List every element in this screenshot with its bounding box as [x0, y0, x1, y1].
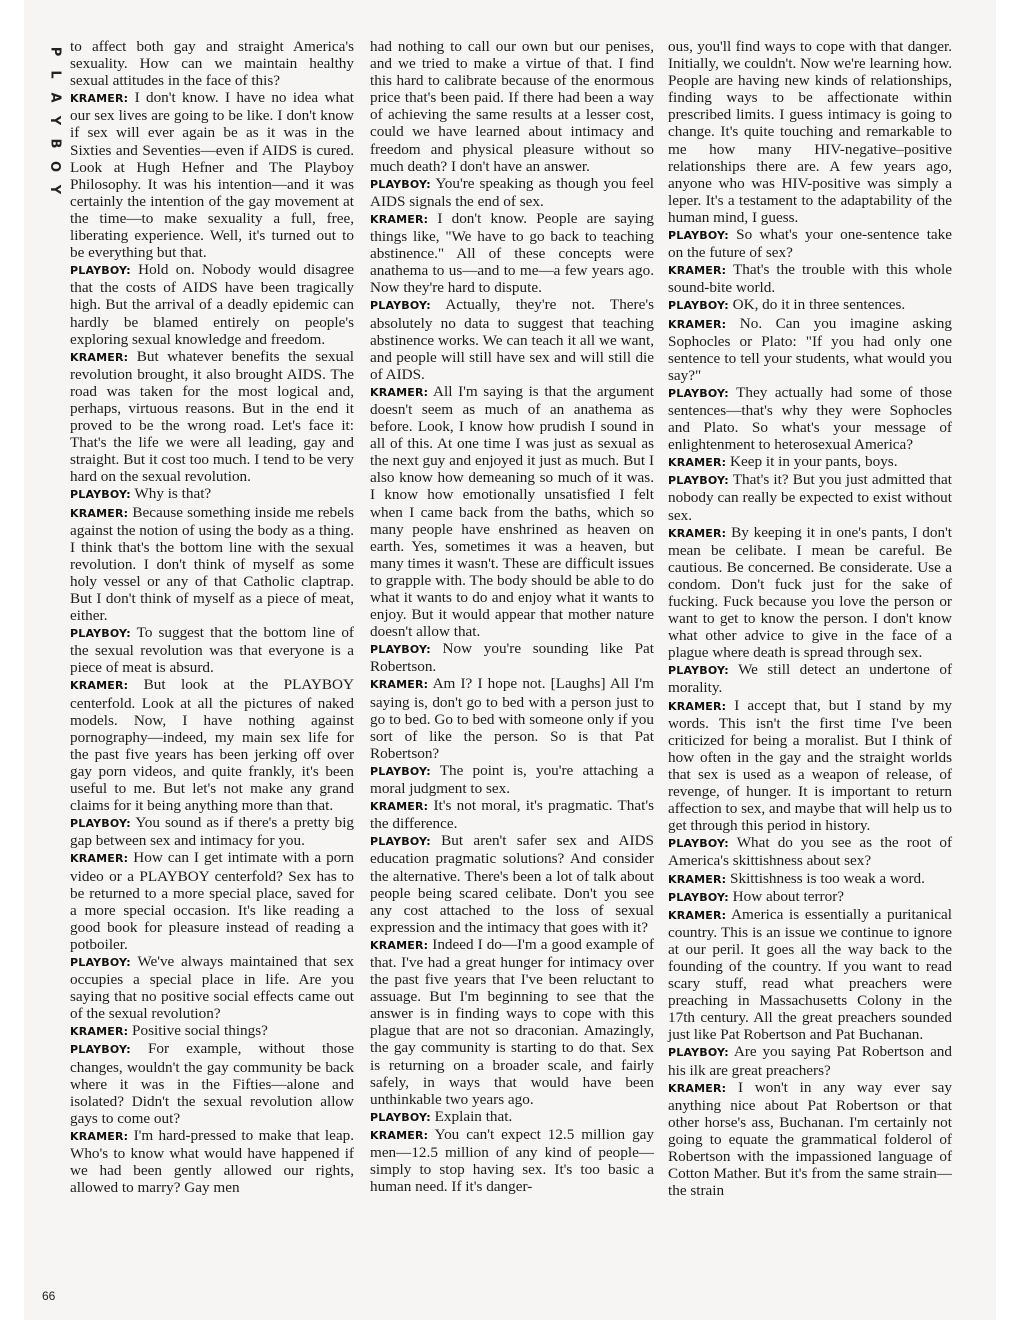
running-head-letter: Y [47, 115, 63, 126]
text-column-1 [70, 38, 354, 1196]
interview-paragraph [668, 661, 952, 696]
interview-paragraph [70, 849, 354, 953]
paragraph-text: Keep it in your pants, boys. [730, 453, 898, 471]
paragraph-text: But look at the PLAYBOY centerfold. Look at all the pictures of naked models. Now, I have nothing against pornography—indeed, my main sex life for the past five years has been jerking off over gay porn videos, and quite frankly, it's been useful to me. But let's not make any grand claims for it being anything more than that. [70, 676, 354, 815]
speaker-label: PLAYBOY: [70, 817, 131, 831]
speaker-label: KRAMER: [70, 852, 129, 866]
interview-paragraph [370, 797, 654, 832]
paragraph-text: They actually had some of those sentences—that's why they were Sophocles and Plato. So what's your message of enlightenment to heterosexual America? [668, 383, 952, 454]
speaker-label: KRAMER: [668, 872, 727, 886]
interview-paragraph [370, 175, 654, 210]
speaker-label: PLAYBOY: [668, 890, 729, 904]
speaker-label: PLAYBOY: [668, 837, 729, 851]
paragraph-text: To suggest that the bottom line of the sexual revolution was that everyone is a piece of meat is absurd. [70, 624, 354, 677]
paragraph-text: Why is that? [134, 485, 212, 503]
speaker-label: KRAMER: [70, 92, 129, 106]
speaker-label: KRAMER: [70, 1129, 129, 1143]
speaker-label: PLAYBOY: [70, 627, 131, 641]
speaker-label: KRAMER: [668, 264, 727, 278]
paragraph-text: But whatever benefits the sexual revolution brought, it also brought AIDS. The road was taken for the most logical and, perhaps, virtuous reasons. But in the end it proved to be the wrong road. Let's face it: That's the life we were all leading, gay and straight. But it cost too much. I tend to be very hard on the sexual revolution. [70, 347, 355, 486]
interview-paragraph [370, 675, 654, 761]
interview-paragraph [370, 210, 654, 296]
text-column-2 [370, 38, 654, 1195]
text-column-3 [668, 38, 952, 1199]
paragraph-text: I'm hard-pressed to make that leap. Who's to know what would have happened if we had been gently allowed our rights, allowed to marry? Gay men [70, 1126, 354, 1197]
speaker-label: KRAMER: [668, 1081, 727, 1095]
interview-paragraph [370, 640, 654, 675]
paragraph-text: Are you saying Pat Robertson and his ilk are great preachers? [668, 1043, 952, 1079]
paragraph-text: I don't know. People are saying things like, "We have to go back to teaching abstinence." All of these concepts were anathema to us—and to me—a few years ago. Now they're hard to dispute. [370, 209, 655, 297]
paragraph-text: For example, without those changes, wouldn't the gay community be back where it was in the Fifties—alone and isolated? Didn't the sexual revolution allow gays to come out? [70, 1040, 355, 1127]
speaker-label: KRAMER: [70, 506, 129, 520]
paragraph-text: All I'm saying is that the argument doesn't seem as much of an anathema as before. Look, I know how prudish I sound in all of this. At one time I was just as sexual as the next guy and enjoyed it just as much. But I also know how demeaning so much of it was. I know how emotionally unsatisfied I felt when I came back from the baths, which so many people have enshrined as heaven on earth. Yes, sometimes it was a heaven, but many times it wasn't. These are difficult issues to grapple with. The body should be able to do what it wants to do and enjoy what it wants to enjoy. But it would appear that mother nature doesn't allow that. [370, 382, 654, 641]
interview-paragraph [370, 383, 654, 640]
paragraph-text: So what's your one-sentence take on the future of sex? [668, 226, 952, 262]
paragraph-text: OK, do it in three sentences. [732, 296, 906, 314]
paragraph-text: What do you see as the root of America's skittishness about sex? [668, 834, 952, 870]
speaker-label: PLAYBOY: [668, 474, 729, 488]
speaker-label: KRAMER: [370, 938, 429, 952]
speaker-label: KRAMER: [70, 350, 129, 364]
interview-paragraph [370, 936, 654, 1108]
running-head-letter: A [47, 92, 63, 103]
speaker-label: KRAMER: [370, 800, 429, 814]
speaker-label: PLAYBOY: [370, 299, 431, 313]
paragraph-text: How can I get intimate with a porn video or a PLAYBOY centerfold? Sex has to be returned to a more special place, saved for a more special occasion. It's like reading a good book for pleasure instead of reading a potboiler. [70, 849, 354, 953]
paragraph-text: Explain that. [434, 1107, 513, 1125]
running-head-letter: Y [47, 184, 63, 195]
paragraph-text: That's it? But you just admitted that nobody can really be expected to exist without sex. [668, 471, 952, 524]
paragraph-text: No. Can you imagine asking Sophocles or Plato: "If you had only one sentence to tell your students, what would you say?" [668, 314, 952, 384]
speaker-label: KRAMER: [370, 678, 429, 692]
paragraph-text: Indeed I do—I'm a good example of that. I've had a great hunger for intimacy over the past five years that I've been reluctant to assuage. But I'm beginning to see that the answer is in finding ways to cope with this plague that are not so draconian. Amazingly, the gay community is starting to do that. Sex is returning on a broader scale, and fairly safely, in ways that would have been unthinkable two years ago. [370, 935, 654, 1108]
interview-paragraph [668, 296, 952, 314]
paragraph-text: I accept that, but I stand by my words. This isn't the first time I've been criticized for being a moralist. But I think of how often in the gay and the straight worlds that sex is used as a weapon of release, of revenge, of hunger. It is important to return affection to sex, and maybe that will help us to get through this period in history. [668, 696, 952, 835]
speaker-label: PLAYBOY: [70, 955, 131, 969]
interview-paragraph [70, 1022, 354, 1040]
paragraph-text: Now you're sounding like Pat Robertson. [370, 640, 654, 676]
paragraph-text: had nothing to call our own but our penises, and we tried to make a virtue of that. I find this hard to calibrate because of the enormous price that's been paid. If there had been a way of achieving the same results at a lesser cost, could we have learned about intimacy and freedom and physical pleasure without so much death? I don't have an answer. [370, 38, 654, 175]
interview-paragraph [668, 226, 952, 261]
interview-paragraph [370, 762, 654, 797]
interview-paragraph [70, 348, 354, 486]
speaker-label: PLAYBOY: [370, 1110, 431, 1124]
paragraph-text: By keeping it in one's pants, I don't mean be celibate. I mean be careful. Be cautious. Be concerned. Be considerate. Use a condom. Don't fuck just for the sake of fucking. Fuck because you love the person or want to get to know the person. I don't know what other advice to give in the face of a plague where death is spread through sex. [668, 523, 953, 662]
interview-paragraph [70, 676, 354, 814]
interview-paragraph [668, 870, 952, 888]
speaker-label: PLAYBOY: [668, 664, 729, 678]
speaker-label: KRAMER: [668, 526, 727, 540]
interview-paragraph [70, 485, 354, 503]
interview-paragraph [70, 1040, 354, 1126]
running-head-letter: P [47, 46, 63, 57]
speaker-label: PLAYBOY: [70, 1043, 131, 1057]
speaker-label: PLAYBOY: [370, 643, 431, 657]
speaker-label: PLAYBOY: [370, 764, 431, 778]
speaker-label: KRAMER: [370, 385, 429, 399]
interview-paragraph [668, 524, 952, 662]
paragraph-text: How about terror? [732, 887, 844, 905]
paragraph-text: America is essentially a puritanical country. This is an issue we continue to ignore at our peril. It goes all the way back to the founding of the country. If you want to read scary stuff, read what preachers were preaching in Massachusetts Colony in the 17th century. All the great preachers sounded just like Pat Robertson and Pat Buchanan. [668, 905, 952, 1044]
interview-paragraph [70, 953, 354, 1022]
interview-paragraph [668, 38, 952, 226]
running-head-letter: L [47, 70, 63, 79]
interview-paragraph [370, 1126, 654, 1195]
interview-paragraph [370, 38, 654, 175]
speaker-label: KRAMER: [70, 1025, 129, 1039]
interview-paragraph [668, 1043, 952, 1078]
interview-paragraph [70, 261, 354, 347]
interview-paragraph [668, 315, 952, 384]
paragraph-text: Because something inside me rebels against the notion of using the body as a thing. I think that's the bottom line with the sexual revolution. I don't think of myself as some holy vessel or any of that Catholic claptrap. But I don't think of myself as a piece of meat, either. [70, 503, 354, 625]
running-head [42, 40, 68, 195]
interview-paragraph [668, 261, 952, 296]
paragraph-text: to affect both gay and straight America's sexuality. How can we maintain healthy sexual attitudes in the face of this? [70, 38, 354, 90]
paragraph-text: Positive social things? [132, 1022, 268, 1040]
paragraph-text: Hold on. Nobody would disagree that the costs of AIDS have been tragically high. But the arrival of a deadly epidemic can hardly be blamed entirely on people's exploring sexual knowledge and freedom. [70, 261, 355, 348]
speaker-label: PLAYBOY: [668, 229, 729, 243]
interview-paragraph [668, 384, 952, 453]
page-number: 66 [42, 1289, 56, 1303]
speaker-label: PLAYBOY: [70, 264, 131, 278]
paragraph-text: ous, you'll find ways to cope with that danger. Initially, we couldn't. Now we're learning how. People are having new kinds of relationships, finding ways to be affectionate within prescribed limits. I guess intimacy is going to change. It's quite touching and remarkable to me how many HIV-negative–positive relationships there are. A few years ago, anyone who was HIV-positive was simply a leper. It's a testament to the adaptability of the human mind, I guess. [668, 38, 952, 226]
interview-paragraph [370, 296, 654, 382]
interview-paragraph [668, 906, 952, 1044]
interview-paragraph [668, 834, 952, 869]
paragraph-text: We've always maintained that sex occupies a special place in life. Are you saying that no positive social effects came out of the sexual revolution? [70, 952, 354, 1023]
interview-paragraph [668, 1079, 952, 1200]
paragraph-text: I don't know. I have no idea what our sex lives are going to be like. I don't know if sex will ever again be as it was in the Sixties and Seventies—even if AIDS is cured. Look at Hugh Hefner and The Playboy Philosophy. It was his intention—and it was certainly the intention of the gay movement at the time—to make sexuality a full, free, liberating experience. Well, it's turned out to be everything but that. [70, 89, 355, 262]
interview-paragraph [668, 471, 952, 523]
paragraph-text: You can't expect 12.5 million gay men—12.5 million of any kind of people—simply to stop having sex. It's too basic a human need. If it's danger- [370, 1125, 654, 1196]
speaker-label: PLAYBOY: [370, 177, 431, 191]
interview-paragraph [370, 1108, 654, 1126]
magazine-page [24, 0, 996, 1320]
interview-paragraph [668, 697, 952, 835]
interview-paragraph [70, 38, 354, 89]
speaker-label: KRAMER: [70, 679, 129, 693]
paragraph-text: The point is, you're attaching a moral judgment to sex. [370, 761, 654, 798]
running-head-letter: O [47, 160, 63, 173]
paragraph-text: That's the trouble with this whole sound-bite world. [668, 261, 952, 297]
running-head-letter: B [47, 138, 63, 149]
interview-paragraph [70, 814, 354, 849]
speaker-label: KRAMER: [370, 212, 429, 226]
speaker-label: KRAMER: [668, 456, 727, 470]
interview-paragraph [70, 89, 354, 261]
paragraph-text: Actually, they're not. There's absolutely no data to suggest that teaching abstinence works. We can teach it all we want, and people will still have sex and will still die of AIDS. [370, 296, 654, 383]
speaker-label: PLAYBOY: [668, 299, 729, 313]
speaker-label: PLAYBOY: [70, 488, 131, 502]
paragraph-text: But aren't safer sex and AIDS education pragmatic solutions? And consider the alternative. There's been a lot of talk about people being scared celibate. Don't you see any cost attached to the loss of sexual expression and the intimacy that goes with it? [370, 832, 654, 936]
speaker-label: KRAMER: [370, 1128, 429, 1142]
interview-paragraph [70, 504, 354, 625]
speaker-label: KRAMER: [668, 699, 727, 713]
interview-paragraph [70, 1127, 354, 1196]
interview-paragraph [668, 888, 952, 906]
speaker-label: KRAMER: [668, 317, 727, 331]
paragraph-text: It's not moral, it's pragmatic. That's the difference. [370, 797, 654, 833]
interview-paragraph [70, 624, 354, 676]
paragraph-text: We still detect an undertone of morality. [668, 661, 952, 697]
paragraph-text: Am I? I hope not. [Laughs] All I'm saying is, don't go to bed with a person just to go to bed. Go to bed with someone only if you sort of like the person. So is that Pat Robertson? [370, 675, 654, 762]
interview-paragraph [668, 453, 952, 471]
speaker-label: PLAYBOY: [668, 386, 729, 400]
paragraph-text: You're speaking as though you feel AIDS signals the end of sex. [370, 174, 654, 210]
speaker-label: PLAYBOY: [668, 1046, 729, 1060]
paragraph-text: You sound as if there's a pretty big gap between sex and intimacy for you. [70, 814, 355, 850]
speaker-label: PLAYBOY: [370, 835, 431, 849]
paragraph-text: Skittishness is too weak a word. [730, 869, 925, 887]
interview-paragraph [370, 832, 654, 936]
paragraph-text: I won't in any way ever say anything nice about Pat Robertson or that other horse's ass, Buchanan. I'm certainly not going to equate the grammatical folderol of Robertson with the impassioned language of Cotton Mather. But it's from the same strain—the strain [668, 1078, 953, 1200]
speaker-label: KRAMER: [668, 908, 727, 922]
